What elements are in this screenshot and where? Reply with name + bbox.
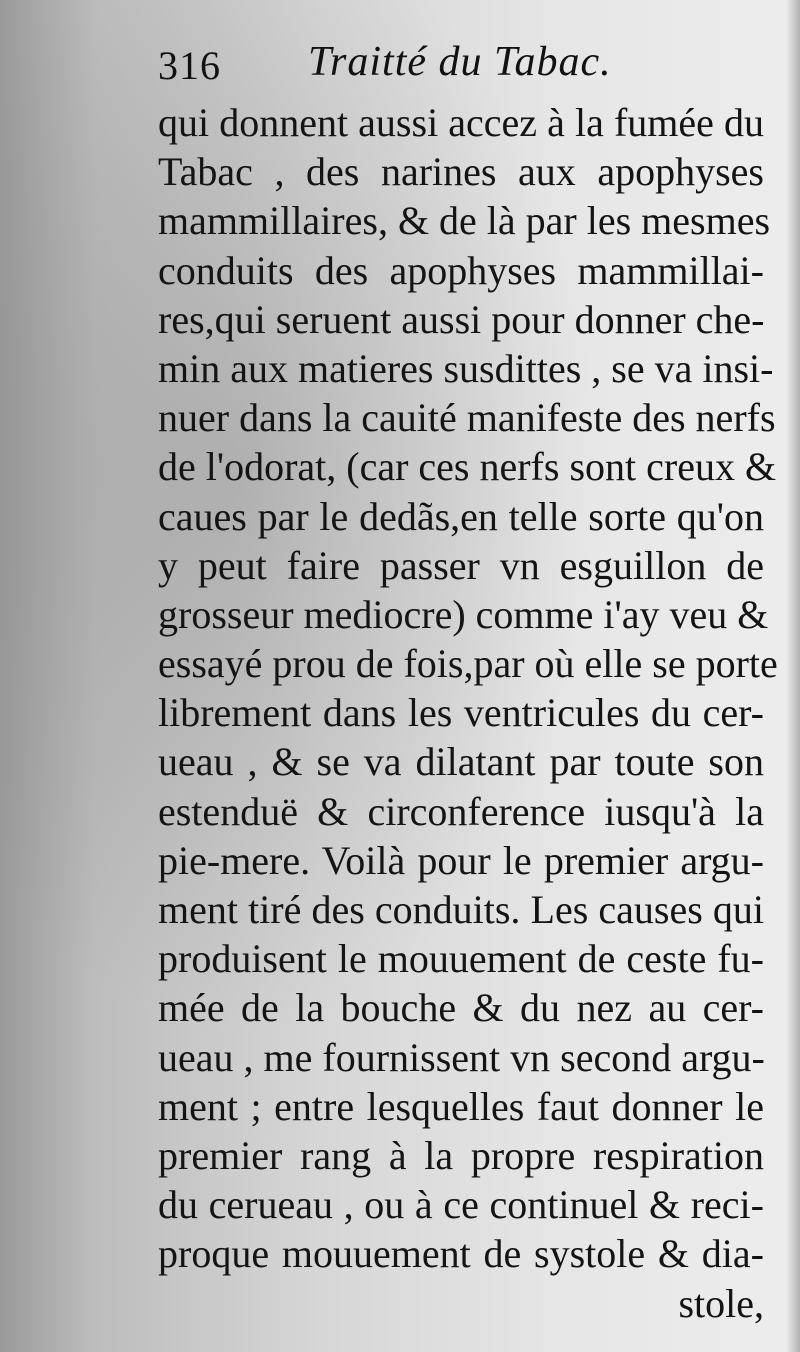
- text-line-catchword: stole,: [678, 1280, 764, 1326]
- text-line: nuer dans la cauité manifeste des nerfs: [158, 395, 776, 441]
- text-line: Tabac , des narines aux apophyses: [158, 149, 764, 195]
- page-number: 316: [158, 43, 221, 88]
- body-text: [158, 98, 778, 1328]
- text-line: librement dans les ventricules du cer-: [158, 690, 764, 736]
- text-line: produisent le mouuement de ceste fu-: [158, 936, 764, 982]
- text-line: qui donnent aussi accez à la fumée du: [158, 100, 764, 145]
- text-line: y peut faire passer vn esguillon de: [158, 542, 764, 588]
- text-line: ment tiré des conduits. Les causes qui: [158, 887, 764, 932]
- text-line: mammillaires, & de là par les mesmes: [158, 198, 771, 244]
- page-header: [158, 38, 768, 94]
- text-line: premier rang à la propre respiration: [158, 1132, 764, 1178]
- text-line: min aux matieres susdittes , se va insi-: [158, 345, 774, 391]
- text-line: ment ; entre lesquelles faut donner le: [158, 1083, 764, 1129]
- text-line: de l'odorat, (car ces nerfs sont creux &: [158, 444, 777, 490]
- text-line: res,qui seruent aussi pour donner che-: [158, 296, 765, 342]
- text-line: estenduë & circonference iusqu'à la: [158, 788, 764, 834]
- running-title: Traitté du Tabac.: [308, 39, 612, 85]
- text-line: grosseur mediocre) comme i'ay veu &: [158, 591, 769, 637]
- text-line: proque mouuement de systole & dia-: [158, 1231, 764, 1277]
- text-line: caues par le dedãs,en telle sorte qu'on: [158, 493, 764, 539]
- page-edge-shadow: [786, 0, 800, 1352]
- text-line: du cerueau , ou à ce continuel & reci-: [158, 1182, 764, 1228]
- text-line: mée de la bouche & du nez au cer-: [158, 985, 764, 1031]
- text-line: ueau , me fournissent vn second argu-: [158, 1034, 765, 1080]
- text-line: pie-mere. Voilà pour le premier argu-: [158, 837, 764, 883]
- text-line: essayé prou de fois,par où elle se porte: [158, 641, 778, 687]
- text-line: ueau , & se va dilatant par toute son: [158, 739, 764, 785]
- text-line: conduits des apophyses mammillai-: [158, 247, 764, 293]
